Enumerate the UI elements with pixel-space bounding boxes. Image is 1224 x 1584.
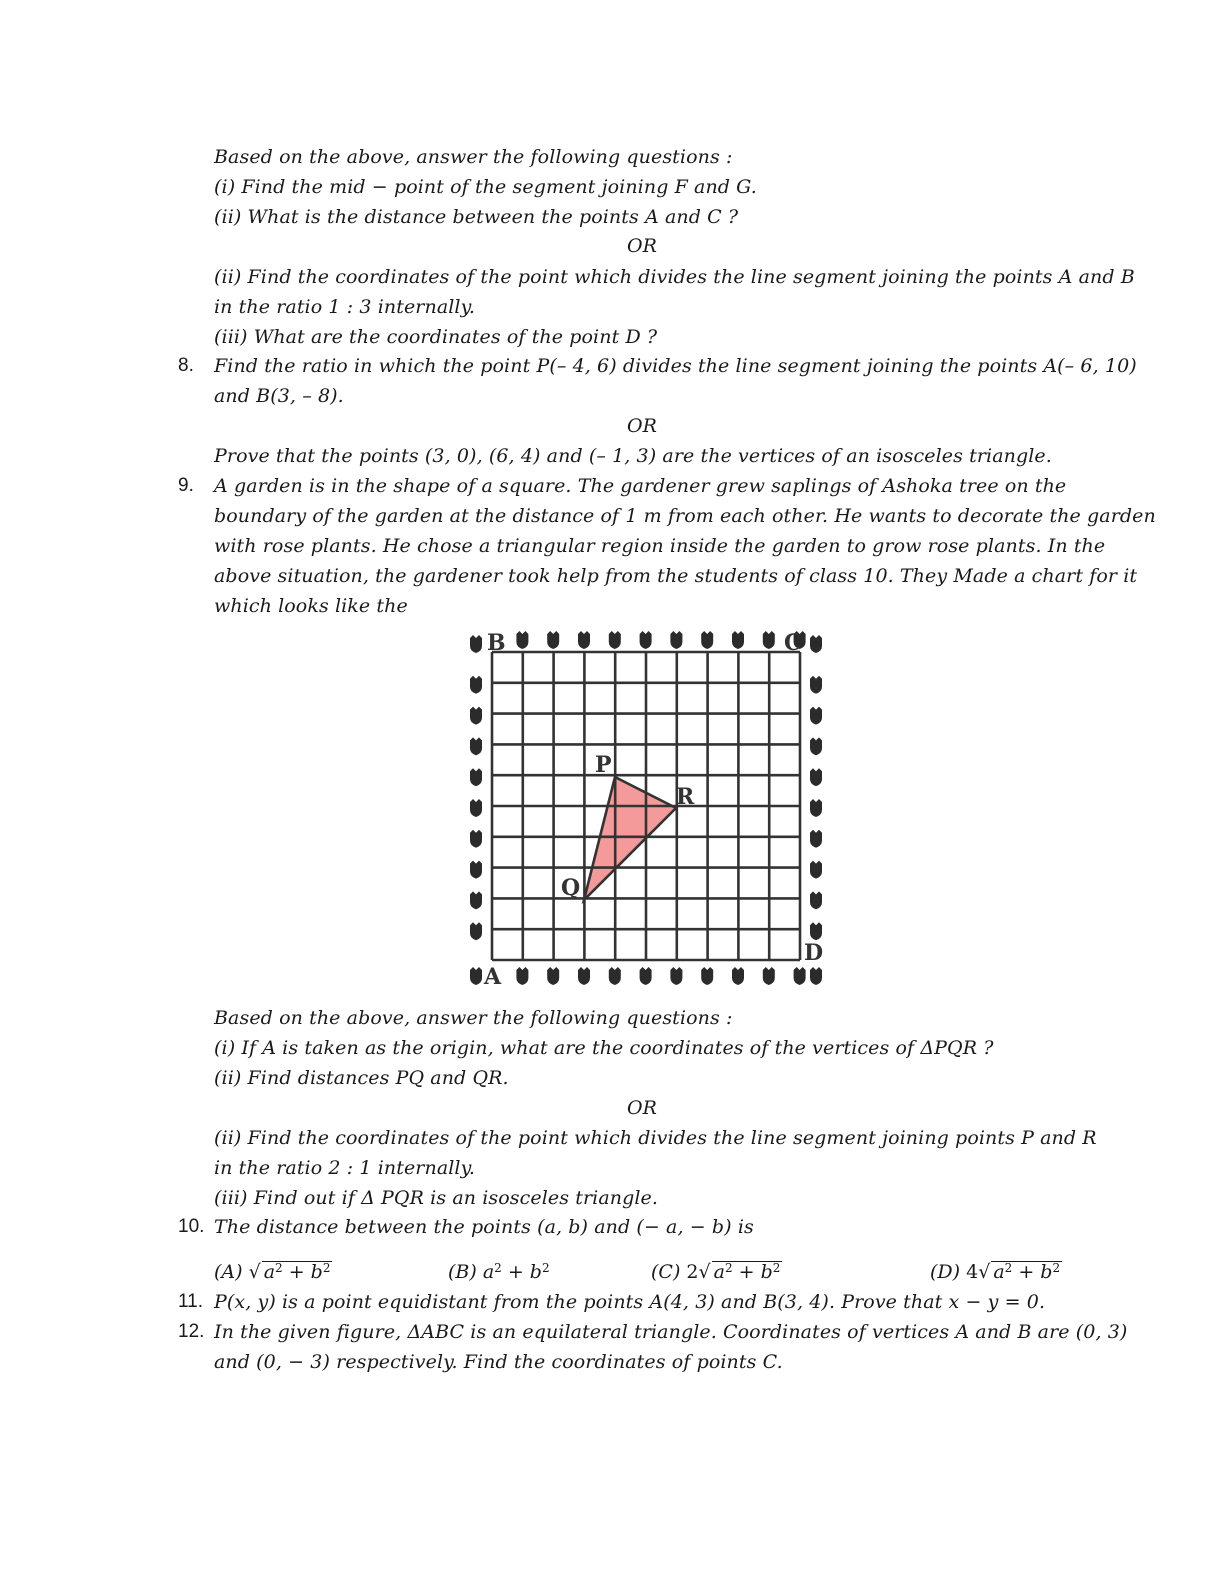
q8-alt: Prove that the points (3, 0), (6, 4) and (– 1, 3) are the vertices of an isosceles triangle.	[214, 445, 1052, 467]
sqrt-icon: √	[248, 1261, 261, 1283]
ashoka-tree-icon	[578, 967, 590, 985]
ashoka-tree-icon	[640, 631, 652, 649]
ashoka-tree-icon	[810, 967, 822, 985]
ashoka-tree-icon	[470, 635, 482, 653]
q10-number: 10.	[178, 1216, 205, 1237]
q9-number: 9.	[178, 475, 194, 496]
ashoka-tree-icon	[810, 891, 822, 909]
vertex-label-r: R	[676, 784, 695, 810]
q8-line2: and B(3, – 8).	[214, 385, 344, 407]
ashoka-tree-icon	[810, 830, 822, 848]
ashoka-tree-icon	[810, 861, 822, 879]
ashoka-tree-icon	[578, 631, 590, 649]
q10-text: The distance between the points (a, b) and (− a, − b) is	[214, 1216, 754, 1238]
garden-grid-figure	[460, 620, 840, 990]
corner-label-c: C	[784, 630, 802, 656]
ashoka-tree-icon	[640, 967, 652, 985]
ashoka-tree-icon	[470, 676, 482, 694]
triangle-pqr	[584, 777, 676, 900]
q9-part-ii: (ii) Find distances PQ and QR.	[214, 1067, 509, 1089]
ashoka-tree-icon	[670, 967, 682, 985]
ashoka-tree-icon	[470, 830, 482, 848]
q9-line5: which looks like the	[214, 595, 408, 617]
q7-part-i: (i) Find the mid − point of the segment joining F and G.	[214, 176, 757, 198]
q9-line2: boundary of the garden at the distance of 1 m from each other. He wants to decorate the garden	[214, 505, 1156, 527]
q9-part-ii-alt-line2: in the ratio 2 : 1 internally.	[214, 1157, 476, 1179]
ashoka-tree-icon	[794, 967, 806, 985]
ashoka-tree-icon	[516, 631, 528, 649]
option-label: (D)	[930, 1261, 961, 1283]
q7-intro: Based on the above, answer the following questions :	[214, 146, 733, 168]
corner-label-d: D	[804, 940, 824, 966]
ashoka-tree-icon	[609, 967, 621, 985]
option-label: (C)	[651, 1261, 681, 1283]
q9-or: OR	[627, 1097, 657, 1119]
ashoka-tree-icon	[810, 676, 822, 694]
q8-or: OR	[627, 415, 657, 437]
q9-line3: with rose plants. He chose a triangular region inside the garden to grow rose plants. In the	[214, 535, 1106, 557]
ashoka-tree-icon	[810, 799, 822, 817]
grid-lines	[492, 652, 800, 960]
q12-line1: In the given figure, ΔABC is an equilateral triangle. Coordinates of vertices A and B are (0, 3)	[214, 1321, 1128, 1343]
ashoka-tree-icon	[470, 861, 482, 879]
ashoka-tree-icon	[670, 631, 682, 649]
q9-line1: A garden is in the shape of a square. The gardener grew saplings of Ashoka tree on the	[214, 475, 1067, 497]
sqrt-icon: √	[698, 1261, 711, 1283]
option-label: (B)	[448, 1261, 477, 1283]
ashoka-tree-icon	[470, 737, 482, 755]
ashoka-tree-icon	[732, 967, 744, 985]
ashoka-tree-icon	[470, 768, 482, 786]
q10-option-a[interactable]: (A) √ $a^2 + b^2$	[214, 1261, 331, 1283]
ashoka-tree-icon	[609, 631, 621, 649]
q7-part-ii-alt-line1: (ii) Find the coordinates of the point which divides the line segment joining the points A and B	[214, 266, 1135, 288]
q9-part-i: (i) If A is taken as the origin, what are the coordinates of the vertices of ΔPQR ?	[214, 1037, 994, 1059]
ashoka-tree-icon	[701, 631, 713, 649]
q11-text: P(x, y) is a point equidistant from the points A(4, 3) and B(3, 4). Prove that x − y = 0.	[214, 1291, 1046, 1313]
ashoka-tree-icon	[470, 967, 482, 985]
q8-number: 8.	[178, 355, 194, 376]
q7-part-iii: (iii) What are the coordinates of the point D ?	[214, 326, 658, 348]
q7-or: OR	[627, 235, 657, 257]
q9-line4: above situation, the gardener took help from the students of class 10. They Made a chart for it	[214, 565, 1138, 587]
ashoka-tree-icon	[810, 922, 822, 940]
ashoka-tree-icon	[810, 635, 822, 653]
q12-line2: and (0, − 3) respectively. Find the coordinates of points C.	[214, 1351, 783, 1373]
vertex-label-p: P	[595, 752, 612, 778]
ashoka-tree-icon	[470, 707, 482, 725]
vertex-label-q: Q	[561, 875, 581, 901]
ashoka-tree-icon	[470, 891, 482, 909]
ashoka-tree-icon	[516, 967, 528, 985]
option-label: (A)	[214, 1261, 243, 1283]
q11-number: 11.	[178, 1291, 204, 1312]
ashoka-tree-icon	[732, 631, 744, 649]
q7-part-ii-alt-line2: in the ratio 1 : 3 internally.	[214, 296, 476, 318]
ashoka-tree-icon	[547, 967, 559, 985]
q12-number: 12.	[178, 1321, 205, 1342]
sqrt-icon: √	[978, 1261, 991, 1283]
ashoka-tree-icon	[763, 967, 775, 985]
q10-option-d[interactable]: (D) 4√ $a^2 + b^2$	[930, 1261, 1061, 1283]
ashoka-tree-icon	[547, 631, 559, 649]
corner-label-b: B	[487, 630, 506, 656]
q10-option-b[interactable]: (B) $a^2 + b^2$	[448, 1261, 550, 1283]
ashoka-tree-icon	[701, 967, 713, 985]
q9-intro: Based on the above, answer the following questions :	[214, 1007, 733, 1029]
ashoka-tree-icon	[470, 922, 482, 940]
q9-part-ii-alt-line1: (ii) Find the coordinates of the point which divides the line segment joining points P and R	[214, 1127, 1097, 1149]
ashoka-tree-icon	[763, 631, 775, 649]
ashoka-tree-icon	[810, 707, 822, 725]
ashoka-tree-icon	[810, 737, 822, 755]
ashoka-tree-icon	[470, 799, 482, 817]
q9-part-iii: (iii) Find out if Δ PQR is an isosceles triangle.	[214, 1187, 659, 1209]
ashoka-tree-icon	[810, 768, 822, 786]
q7-part-ii: (ii) What is the distance between the points A and C ?	[214, 206, 739, 228]
corner-label-a: A	[484, 964, 502, 990]
q10-option-c[interactable]: (C) 2√ $a^2 + b^2$	[651, 1261, 781, 1283]
q8-line1: Find the ratio in which the point P(– 4, 6) divides the line segment joining the points A(– 6, 10)	[214, 355, 1137, 377]
